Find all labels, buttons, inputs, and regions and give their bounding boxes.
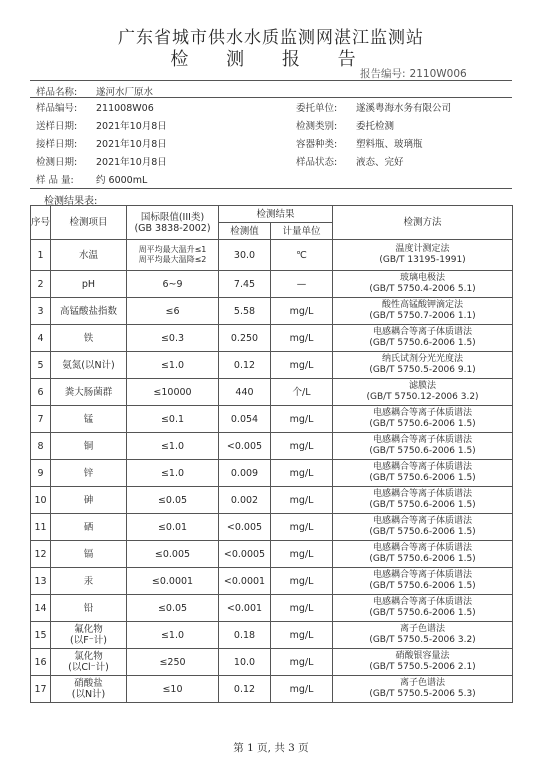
row-method-line2: (GB/T 5750.6-2006 1.5) bbox=[369, 446, 476, 456]
info-bottom-divider bbox=[30, 188, 512, 189]
row-item-line1: 氯化物 bbox=[74, 651, 103, 662]
row-method-line2: (GB/T 5750.6-2006 1.5) bbox=[369, 581, 476, 591]
row-method bbox=[333, 622, 513, 649]
row-number-line1: 12 bbox=[34, 548, 47, 560]
row-item-line1: 硒 bbox=[83, 521, 94, 533]
row-limit-line1: ≤0.005 bbox=[154, 548, 191, 560]
row-method-line2: (GB/T 5750.6-2006 1.5) bbox=[369, 473, 476, 483]
row-limit bbox=[127, 271, 219, 298]
receive-date-label: 接样日期: bbox=[36, 139, 78, 150]
row-number bbox=[31, 352, 51, 379]
row-method-line1: 纳氏试剂分光光度法 bbox=[382, 354, 464, 364]
row-item bbox=[51, 298, 127, 325]
row-value-line1: <0.0001 bbox=[223, 575, 266, 587]
table-row bbox=[31, 352, 513, 379]
row-method-line1: 电感耦合等离子体质谱法 bbox=[373, 516, 473, 526]
table-row bbox=[31, 271, 513, 298]
row-value-line1: <0.005 bbox=[226, 440, 263, 452]
row-method-line2: (GB/T 5750.6-2006 1.5) bbox=[369, 554, 476, 564]
row-method bbox=[333, 433, 513, 460]
row-method-line1: 电感耦合等离子体质谱法 bbox=[373, 543, 473, 553]
row-method-line2: (GB/T 5750.6-2006 1.5) bbox=[369, 608, 476, 618]
row-value-line1: 30.0 bbox=[233, 249, 256, 261]
row-limit bbox=[127, 240, 219, 271]
row-number-line1: 8 bbox=[37, 440, 44, 452]
test-date-value: 2021年10月8日 bbox=[96, 157, 167, 168]
test-type-value: 委托检测 bbox=[356, 121, 395, 132]
row-unit bbox=[271, 460, 333, 487]
row-value bbox=[219, 487, 271, 514]
row-number bbox=[31, 298, 51, 325]
row-item-line1: 锌 bbox=[83, 467, 94, 479]
receive-date-value: 2021年10月8日 bbox=[96, 139, 167, 150]
row-item-line1: 氨氮(以N计) bbox=[62, 359, 115, 371]
table-row bbox=[31, 541, 513, 568]
row-method-line2: (GB/T 5750.6-2006 1.5) bbox=[369, 419, 476, 429]
row-item-line1: 铁 bbox=[83, 332, 94, 344]
test-date-label: 检测日期: bbox=[36, 157, 78, 168]
row-limit bbox=[127, 676, 219, 703]
row-limit-line1: ≤6 bbox=[165, 305, 180, 317]
row-method-line1: 温度计测定法 bbox=[395, 244, 450, 254]
row-unit bbox=[271, 406, 333, 433]
row-value bbox=[219, 379, 271, 406]
test-type-label: 检测类别: bbox=[296, 121, 338, 132]
row-value bbox=[219, 676, 271, 703]
sample-name-row bbox=[36, 84, 153, 98]
row-limit-line1: ≤0.05 bbox=[157, 602, 188, 614]
row-value bbox=[219, 352, 271, 379]
row-method-line1: 离子色谱法 bbox=[400, 678, 446, 688]
row-limit bbox=[127, 433, 219, 460]
row-method-line2: (GB/T 5750.5-2006 5.3) bbox=[369, 689, 476, 699]
row-value-line1: 0.250 bbox=[230, 332, 259, 344]
row-number-line1: 4 bbox=[37, 332, 44, 344]
row-limit-line1: ≤10 bbox=[162, 683, 183, 695]
row-item-line1: 锰 bbox=[83, 413, 94, 425]
col-header-limit-line2: (GB 3838-2002) bbox=[134, 222, 211, 234]
row-limit bbox=[127, 622, 219, 649]
row-unit bbox=[271, 240, 333, 271]
row-method bbox=[333, 460, 513, 487]
send-date-value: 2021年10月8日 bbox=[96, 121, 167, 132]
row-item bbox=[51, 622, 127, 649]
row-unit bbox=[271, 649, 333, 676]
table-row bbox=[31, 325, 513, 352]
row-unit-line1: mg/L bbox=[289, 305, 314, 317]
row-item-line2: (以F⁻计) bbox=[70, 635, 107, 646]
col-header-item: 检测项目 bbox=[51, 206, 127, 240]
row-number-line1: 3 bbox=[37, 305, 44, 317]
row-method-line1: 电感耦合等离子体质谱法 bbox=[373, 327, 473, 337]
row-method bbox=[333, 676, 513, 703]
row-method bbox=[333, 541, 513, 568]
row-value-line1: 5.58 bbox=[233, 305, 256, 317]
row-item-line1: 砷 bbox=[83, 494, 94, 506]
row-limit-line1: ≤0.01 bbox=[157, 521, 188, 533]
row-item-line2: (以Cl⁻计) bbox=[68, 662, 109, 673]
row-limit bbox=[127, 649, 219, 676]
row-value bbox=[219, 298, 271, 325]
table-row bbox=[31, 379, 513, 406]
row-unit bbox=[271, 622, 333, 649]
row-limit-line1: ≤1.0 bbox=[160, 440, 185, 452]
client-value: 遂溪粤海水务有限公司 bbox=[356, 103, 452, 114]
row-method-line2: (GB/T 5750.6-2006 1.5) bbox=[369, 500, 476, 510]
row-unit-line1: mg/L bbox=[289, 602, 314, 614]
row-limit-line1: ≤0.1 bbox=[160, 413, 185, 425]
row-item bbox=[51, 676, 127, 703]
row-number bbox=[31, 240, 51, 271]
row-item-line2: (以N计) bbox=[71, 689, 106, 700]
col-header-value: 检测值 bbox=[219, 223, 271, 240]
row-unit-line1: mg/L bbox=[289, 359, 314, 371]
table-row bbox=[31, 487, 513, 514]
row-limit bbox=[127, 541, 219, 568]
row-value bbox=[219, 271, 271, 298]
row-item bbox=[51, 568, 127, 595]
row-value bbox=[219, 595, 271, 622]
row-value bbox=[219, 325, 271, 352]
row-method bbox=[333, 406, 513, 433]
col-header-result: 检测结果 bbox=[219, 206, 333, 223]
row-unit-line1: mg/L bbox=[289, 467, 314, 479]
row-item bbox=[51, 514, 127, 541]
row-unit bbox=[271, 433, 333, 460]
station-title: 广东省城市供水水质监测网湛江监测站 bbox=[118, 28, 424, 48]
row-value-line1: 0.18 bbox=[233, 629, 256, 641]
row-limit bbox=[127, 325, 219, 352]
row-number-line1: 10 bbox=[34, 494, 47, 506]
row-unit-line1: mg/L bbox=[289, 629, 314, 641]
row-method-line2: (GB/T 5750.12-2006 3.2) bbox=[366, 392, 479, 402]
table-row bbox=[31, 240, 513, 271]
row-number bbox=[31, 271, 51, 298]
row-unit bbox=[271, 541, 333, 568]
row-unit bbox=[271, 568, 333, 595]
col-header-no: 序号 bbox=[31, 206, 51, 240]
row-value-line1: 0.054 bbox=[230, 413, 259, 425]
row-value bbox=[219, 649, 271, 676]
row-number bbox=[31, 325, 51, 352]
row-value bbox=[219, 541, 271, 568]
row-limit-line1: 6~9 bbox=[162, 278, 183, 290]
row-unit bbox=[271, 514, 333, 541]
row-limit bbox=[127, 460, 219, 487]
table-row bbox=[31, 406, 513, 433]
row-unit-line1: mg/L bbox=[289, 440, 314, 452]
row-item-line1: 高锰酸盐指数 bbox=[59, 305, 117, 317]
sample-state-value: 液态、完好 bbox=[356, 157, 404, 168]
row-unit-line1: mg/L bbox=[289, 683, 314, 695]
row-method-line1: 电感耦合等离子体质谱法 bbox=[373, 489, 473, 499]
row-limit-line1: ≤1.0 bbox=[160, 629, 185, 641]
row-number bbox=[31, 379, 51, 406]
row-method-line2: (GB/T 5750.5-2006 9.1) bbox=[369, 365, 476, 375]
row-value-line1: 7.45 bbox=[233, 278, 256, 290]
col-header-limit-line1: 国标限值(III类) bbox=[140, 211, 205, 223]
row-limit-line1: ≤1.0 bbox=[160, 467, 185, 479]
row-limit-line1: 周平均最大温升≤1 bbox=[138, 245, 207, 254]
row-method-line2: (GB/T 5750.7-2006 1.1) bbox=[369, 311, 476, 321]
row-value-line1: 10.0 bbox=[233, 656, 256, 668]
row-unit-line1: 个/L bbox=[292, 386, 311, 398]
row-limit-line1: ≤1.0 bbox=[160, 359, 185, 371]
sample-state-label: 样品状态: bbox=[296, 157, 338, 168]
table-row bbox=[31, 433, 513, 460]
row-item bbox=[51, 541, 127, 568]
row-item bbox=[51, 460, 127, 487]
row-method bbox=[333, 325, 513, 352]
table-row bbox=[31, 298, 513, 325]
row-method-line2: (GB/T 13195-1991) bbox=[379, 255, 466, 265]
row-number-line1: 1 bbox=[37, 249, 44, 261]
row-item-line1: pH bbox=[81, 278, 96, 290]
row-value bbox=[219, 568, 271, 595]
row-number bbox=[31, 676, 51, 703]
row-method bbox=[333, 271, 513, 298]
row-number-line1: 7 bbox=[37, 413, 44, 425]
row-unit-line1: — bbox=[296, 278, 307, 290]
sample-no-row bbox=[36, 100, 154, 114]
receive-date-row bbox=[36, 136, 167, 150]
row-number-line1: 9 bbox=[37, 467, 44, 479]
container-label: 容器种类: bbox=[296, 139, 338, 150]
row-item bbox=[51, 271, 127, 298]
row-value-line1: <0.005 bbox=[226, 521, 263, 533]
row-method-line1: 硝酸银容量法 bbox=[395, 651, 450, 661]
row-number-line1: 15 bbox=[34, 629, 47, 641]
client-row bbox=[296, 100, 451, 114]
col-header-limit bbox=[127, 206, 219, 240]
row-method-line2: (GB/T 5750.5-2006 3.2) bbox=[369, 635, 476, 645]
row-number-line1: 17 bbox=[34, 683, 47, 695]
row-method bbox=[333, 352, 513, 379]
row-unit-line1: mg/L bbox=[289, 575, 314, 587]
row-method bbox=[333, 379, 513, 406]
row-value-line1: 0.002 bbox=[230, 494, 259, 506]
report-number-label: 报告编号: bbox=[360, 68, 406, 80]
row-item bbox=[51, 379, 127, 406]
row-item bbox=[51, 649, 127, 676]
report-number bbox=[360, 66, 467, 81]
table-row bbox=[31, 460, 513, 487]
row-unit-line1: mg/L bbox=[289, 521, 314, 533]
table-row bbox=[31, 649, 513, 676]
row-method-line1: 离子色谱法 bbox=[400, 624, 446, 634]
row-unit bbox=[271, 298, 333, 325]
row-limit bbox=[127, 568, 219, 595]
row-number bbox=[31, 460, 51, 487]
row-number bbox=[31, 406, 51, 433]
row-number-line1: 2 bbox=[37, 278, 44, 290]
row-item-line1: 氟化物 bbox=[74, 624, 103, 635]
row-method-line1: 酸性高锰酸钾滴定法 bbox=[382, 300, 464, 310]
row-limit-line2: 周平均最大温降≤2 bbox=[138, 255, 207, 264]
row-value bbox=[219, 406, 271, 433]
row-method-line1: 滤膜法 bbox=[409, 381, 437, 391]
row-item-line1: 粪大肠菌群 bbox=[64, 386, 113, 398]
row-method-line1: 玻璃电极法 bbox=[400, 273, 446, 283]
row-limit bbox=[127, 352, 219, 379]
sample-qty-label: 样 品 量: bbox=[36, 175, 74, 186]
row-method-line1: 电感耦合等离子体质谱法 bbox=[373, 597, 473, 607]
row-unit-line1: mg/L bbox=[289, 548, 314, 560]
table-row bbox=[31, 676, 513, 703]
row-method-line2: (GB/T 5750.6-2006 1.5) bbox=[369, 338, 476, 348]
row-method-line1: 电感耦合等离子体质谱法 bbox=[373, 462, 473, 472]
col-header-method: 检测方法 bbox=[333, 206, 513, 240]
table-row bbox=[31, 568, 513, 595]
row-item bbox=[51, 406, 127, 433]
row-item-line1: 铜 bbox=[83, 440, 94, 452]
sample-state-row bbox=[296, 154, 404, 168]
row-method bbox=[333, 649, 513, 676]
row-unit bbox=[271, 595, 333, 622]
row-number-line1: 5 bbox=[37, 359, 44, 371]
row-limit-line1: ≤0.0001 bbox=[151, 575, 194, 587]
row-value bbox=[219, 622, 271, 649]
row-number bbox=[31, 433, 51, 460]
row-limit bbox=[127, 379, 219, 406]
sample-no-label: 样品编号: bbox=[36, 103, 78, 114]
row-item-line1: 硝酸盐 bbox=[74, 678, 103, 689]
row-value-line1: 440 bbox=[235, 386, 254, 398]
row-number bbox=[31, 514, 51, 541]
info-divider bbox=[30, 97, 512, 98]
row-unit-line1: ℃ bbox=[296, 249, 307, 261]
row-number bbox=[31, 487, 51, 514]
row-item bbox=[51, 433, 127, 460]
row-method-line1: 电感耦合等离子体质谱法 bbox=[373, 435, 473, 445]
row-number-line1: 14 bbox=[34, 602, 47, 614]
row-unit-line1: mg/L bbox=[289, 494, 314, 506]
row-method-line2: (GB/T 5750.4-2006 5.1) bbox=[369, 284, 476, 294]
row-unit bbox=[271, 487, 333, 514]
row-method bbox=[333, 514, 513, 541]
row-item bbox=[51, 595, 127, 622]
row-limit bbox=[127, 406, 219, 433]
row-value-line1: 0.12 bbox=[233, 683, 256, 695]
row-unit bbox=[271, 352, 333, 379]
container-row bbox=[296, 136, 423, 150]
send-date-row bbox=[36, 118, 167, 132]
row-unit bbox=[271, 325, 333, 352]
test-type-row bbox=[296, 118, 394, 132]
test-date-row bbox=[36, 154, 167, 168]
row-limit-line1: ≤10000 bbox=[153, 386, 192, 398]
row-value bbox=[219, 460, 271, 487]
row-item-line1: 镉 bbox=[83, 548, 94, 560]
col-header-unit: 计量单位 bbox=[271, 223, 333, 240]
row-value bbox=[219, 240, 271, 271]
row-value-line1: <0.0005 bbox=[223, 548, 266, 560]
row-method bbox=[333, 487, 513, 514]
row-method bbox=[333, 240, 513, 271]
row-item bbox=[51, 352, 127, 379]
row-item bbox=[51, 487, 127, 514]
row-method bbox=[333, 298, 513, 325]
table-row bbox=[31, 622, 513, 649]
row-value bbox=[219, 433, 271, 460]
page-footer: 第 1 页, 共 3 页 bbox=[233, 742, 309, 754]
row-unit-line1: mg/L bbox=[289, 413, 314, 425]
row-number-line1: 16 bbox=[34, 656, 47, 668]
client-label: 委托单位: bbox=[296, 103, 338, 114]
container-value: 塑料瓶、玻璃瓶 bbox=[356, 139, 423, 150]
row-method-line1: 电感耦合等离子体质谱法 bbox=[373, 570, 473, 580]
row-item-line1: 水温 bbox=[78, 249, 98, 261]
report-number-value: 2110W006 bbox=[409, 68, 467, 80]
sample-qty-value: 约 6000mL bbox=[96, 175, 148, 186]
row-limit bbox=[127, 595, 219, 622]
row-value-line1: 0.12 bbox=[233, 359, 256, 371]
sample-qty-row bbox=[36, 172, 147, 186]
row-number bbox=[31, 541, 51, 568]
row-number bbox=[31, 649, 51, 676]
row-item-line1: 铅 bbox=[83, 602, 94, 614]
header-divider bbox=[30, 80, 512, 81]
table-row bbox=[31, 595, 513, 622]
row-method-line2: (GB/T 5750.5-2006 2.1) bbox=[369, 662, 476, 672]
row-number-line1: 13 bbox=[34, 575, 47, 587]
results-table-label: 检测结果表: bbox=[44, 196, 98, 207]
row-unit-line1: mg/L bbox=[289, 332, 314, 344]
sample-no-value: 211008W06 bbox=[96, 103, 154, 114]
sample-name-value: 遂河水厂原水 bbox=[96, 87, 154, 98]
row-item-line1: 汞 bbox=[83, 575, 94, 587]
row-limit-line1: ≤0.05 bbox=[157, 494, 188, 506]
row-value-line1: 0.009 bbox=[230, 467, 259, 479]
row-method-line2: (GB/T 5750.6-2006 1.5) bbox=[369, 527, 476, 537]
row-unit bbox=[271, 676, 333, 703]
row-value-line1: <0.001 bbox=[226, 602, 263, 614]
row-unit-line1: mg/L bbox=[289, 656, 314, 668]
row-method bbox=[333, 595, 513, 622]
row-value bbox=[219, 514, 271, 541]
row-limit bbox=[127, 514, 219, 541]
row-number bbox=[31, 622, 51, 649]
sample-name-label: 样品名称: bbox=[36, 87, 78, 98]
row-limit bbox=[127, 487, 219, 514]
table-row bbox=[31, 514, 513, 541]
row-unit bbox=[271, 379, 333, 406]
row-limit bbox=[127, 298, 219, 325]
row-item bbox=[51, 325, 127, 352]
row-number-line1: 11 bbox=[34, 521, 47, 533]
row-number-line1: 6 bbox=[37, 386, 44, 398]
row-limit-line1: ≤0.3 bbox=[160, 332, 185, 344]
send-date-label: 送样日期: bbox=[36, 121, 78, 132]
row-method bbox=[333, 568, 513, 595]
row-item bbox=[51, 240, 127, 271]
report-title: 检 测 报 告 bbox=[170, 49, 372, 70]
results-table bbox=[30, 205, 513, 703]
row-number bbox=[31, 568, 51, 595]
row-limit-line1: ≤250 bbox=[159, 656, 186, 668]
row-method-line1: 电感耦合等离子体质谱法 bbox=[373, 408, 473, 418]
row-number bbox=[31, 595, 51, 622]
row-unit bbox=[271, 271, 333, 298]
